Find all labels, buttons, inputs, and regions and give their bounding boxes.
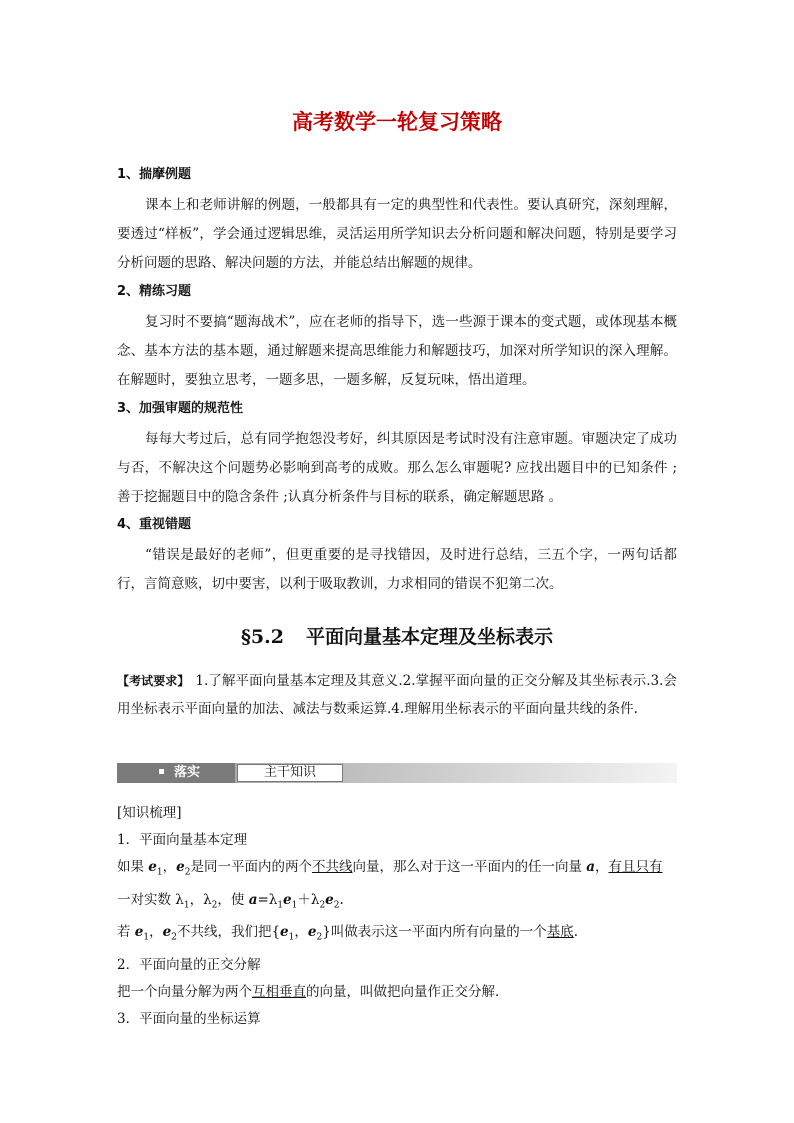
text-run: 若 (117, 924, 135, 941)
vector-e: e (283, 891, 292, 908)
item1-line1: 如果 $e_1$，$e_2$是同一平面内的两个不共线向量，那么对于这一平面内的任一向量 a，有且只有 (117, 859, 663, 878)
text-run: 一对实数 λ (117, 891, 184, 908)
chapter-title (0, 622, 794, 649)
subscript: 1 (291, 900, 298, 911)
section-heading: 2、精练习题 (117, 284, 192, 299)
exam-req-text: 1.了解平面向量基本定理及其意义.2.掌握平面向量的正交分解及其坐标表示.3.会用坐标表示平面向量的加法、减法与数乘运算.4.理解用坐标表示的平面向量共线的条件. (117, 673, 677, 717)
section-body: 复习时不要搞“题海战术”，应在老师的指导下，选一些源于课本的变式题，或体现基本概念、基本方法的基本题，通过解题来提高思维能力和解题技巧，加深对所学知识的深入理解。在解题时，要独立思考，一题多思，一题多解，反复玩味，悟出道理。 (117, 314, 677, 388)
item2-line (117, 979, 677, 1006)
subscript: 2 (316, 933, 323, 944)
banner-left-text: 落实 (174, 765, 201, 780)
vector-e: e (162, 924, 172, 941)
page-title: 高考数学一轮复习策略 (292, 110, 502, 134)
section-heading: 1、揣摩例题 (117, 167, 192, 182)
text-run: 向量，那么对于这一平面内的任一向量 (352, 859, 587, 875)
chapter-number: §5.2 (240, 626, 284, 648)
vector-e: e (307, 924, 317, 941)
subscript: 1 (288, 933, 295, 944)
vector-e: e (325, 891, 334, 908)
square-bullet-icon (159, 769, 164, 774)
vector-a: a (248, 891, 258, 908)
exam-requirements (117, 667, 677, 723)
item1-title: 1．平面向量基本定理 (117, 832, 248, 848)
text-run: ， (595, 859, 609, 875)
vector-e: e (134, 924, 144, 941)
text-run: 把一个向量分解为两个 (117, 984, 252, 1001)
section-heading: 3、加强审题的规范性 (117, 401, 244, 416)
section-body: 课本上和老师讲解的例题，一般都具有一定的典型性和代表性。要认真研究，深刻理解，要透过“样板”，学会通过逻辑思维，灵活运用所学知识去分析问题和解决问题，特别是要学习分析问题的思路、解决问题的方法，并能总结出解题的规律。 (117, 197, 677, 271)
subscript: 2 (171, 933, 177, 944)
text-run: 的向量，叫做把向量作正交分解． (306, 984, 509, 1001)
vector-e: e (280, 924, 289, 941)
section-1 (117, 165, 677, 278)
text-run: . (339, 891, 344, 908)
text-run: ，使 (217, 891, 249, 908)
subscript: 1 (183, 900, 190, 911)
vector-a: a (586, 859, 595, 875)
underlined-term: 基底 (546, 924, 574, 941)
text-run: =λ (257, 891, 278, 908)
vector-e: e (148, 859, 157, 875)
knowledge-tag: [知识梳理] (117, 805, 182, 821)
banner-right-text: 主干知识 (237, 764, 343, 782)
text-run: . (573, 924, 579, 941)
item1-line3: 若 $e_1$，$e_2$不共线，我们把{$e_1$，$e_2$}叫做表示这一平面内所有向量的一个基底. (117, 924, 579, 944)
vector-e: e (176, 859, 185, 875)
item1-line2: 一对实数 $\lambda_1$，$\lambda_2$，使 $a=\lambda_1e_1+\lambda_2e_2$. (117, 891, 344, 911)
section-heading: 4、重视错题 (117, 517, 192, 532)
text-run: 如果 (117, 859, 149, 875)
subscript: 1 (156, 867, 163, 878)
section-banner (117, 763, 677, 783)
section-body: “错误是最好的老师”，但更重要的是寻找错因，及时进行总结，三五个字，一两句话都行，言简意赅，切中要害，以利于吸取教训，力求相同的错误不犯第二次。 (117, 547, 677, 592)
subscript: 1 (143, 933, 150, 944)
exam-req-tag: 【考试要求】 (117, 674, 190, 688)
text-run: 是同一平面内的两个 (190, 859, 312, 875)
banner-dark-label (117, 763, 235, 783)
underlined-term: 不共线 (311, 859, 353, 875)
section-2 (117, 282, 677, 395)
subscript: 2 (211, 900, 218, 911)
text-run: }叫做表示这一平面内所有向量的一个 (322, 924, 547, 941)
section-4 (117, 515, 677, 599)
subscript: 2 (319, 900, 326, 911)
section-body: 每每大考过后，总有同学抱怨没考好，纠其原因是考试时没有注意审题。审题决定了成功与否，不解决这个问题势必影响到高考的成败。那么怎么审题呢? 应找出题目中的已知条件 ;善于挖掘题目中的隐含条件 ;认真分析条件与目标的联系，确定解题思路 。 (117, 431, 677, 505)
text-run: 不共线，我们把{ (176, 924, 281, 941)
underlined-term: 有且只有 (608, 859, 663, 875)
item3-title: 3．平面向量的坐标运算 (117, 1011, 261, 1028)
subscript: 2 (333, 900, 340, 911)
subscript: 2 (184, 867, 191, 878)
item2-title: 2．平面向量的正交分解 (117, 957, 261, 974)
section-3 (117, 399, 677, 512)
text-run: ，λ (189, 891, 212, 908)
knowledge-section (117, 800, 677, 1033)
underlined-term: 互相垂直 (252, 984, 306, 1001)
subscript: 1 (277, 900, 284, 911)
chapter-name: 平面向量基本定理及坐标表示 (305, 626, 553, 648)
